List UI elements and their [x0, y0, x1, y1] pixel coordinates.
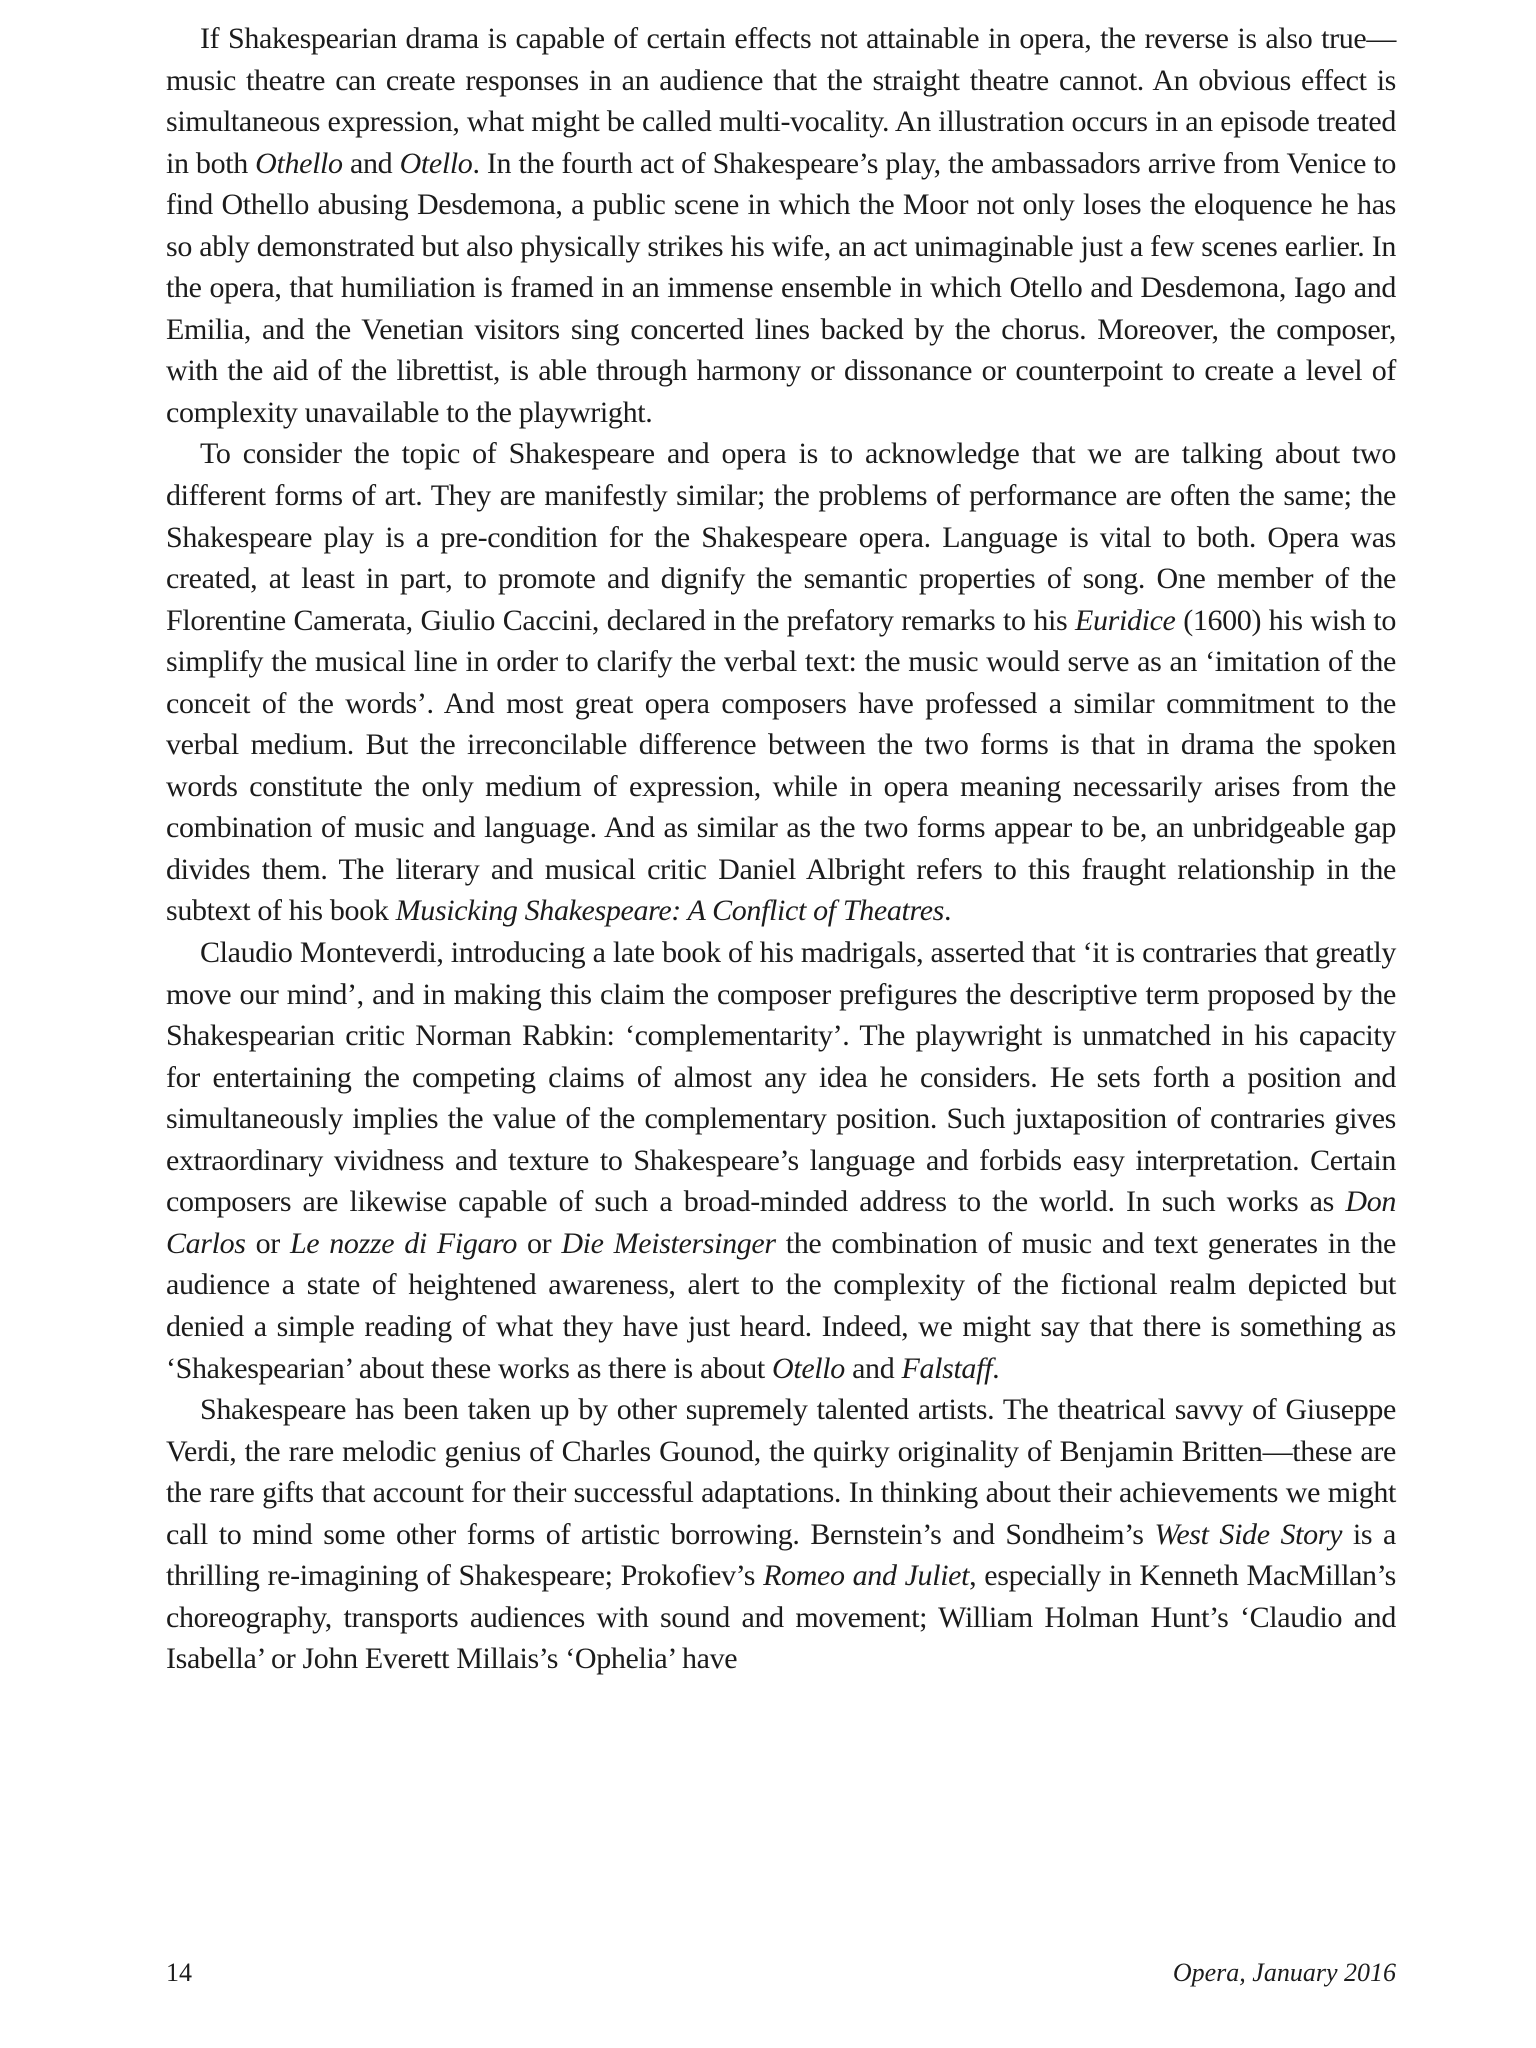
italic-title: Euridice: [1075, 603, 1176, 637]
page-number: 14: [166, 1958, 192, 1987]
italic-title: Othello: [255, 146, 343, 180]
text-run: is a thrilling re-imagining of Shakespeare; Prokofiev’s: [166, 1517, 1396, 1593]
text-run: If Shakespearian drama is capable of certain effects not attainable in opera, the reverse is also true—music theatre can create responses in an audience that the straight theatre cannot. An obvious effect is simultaneous expression, what might be called multi-vocality. An illustration occurs in an episode treated in both: [166, 22, 1396, 180]
text-run: Claudio Monteverdi, introducing a late book of his madrigals, asserted that ‘it is contraries that greatly move our mind’, and in making this claim the composer prefigures the descriptive term proposed by the Shakespearian critic Norman Rabkin: ‘complementarity’. The playwright is unmatched in his capacity for entertaining the competing claims of almost any idea he considers. He sets forth a position and simultaneously implies the value of the complementary position. Such juxtaposition of contraries gives extraordinary vividness and texture to Shakespeare’s language and forbids easy interpretation. Certain composers are likewise capable of such a broad-minded address to the world. In such works as: [166, 936, 1396, 1219]
text-run: or: [245, 1226, 290, 1260]
italic-title: Otello: [772, 1351, 845, 1385]
page-footer: [166, 1958, 1396, 1988]
italic-title: Die Meistersinger: [561, 1226, 776, 1260]
text-run: Shakespeare has been taken up by other supremely talented artists. The theatrical savvy of Giuseppe Verdi, the rare melodic genius of Charles Gounod, the quirky originality of Benjamin Britten—these are the rare gifts that account for their successful adaptations. In thinking about their achievements we might call to mind some other forms of artistic borrowing. Bernstein’s and Sondheim’s: [166, 1393, 1396, 1551]
text-run: and: [342, 146, 400, 180]
italic-title: Romeo and Juliet: [763, 1559, 970, 1593]
text-run: (1600) his wish to simplify the musical line in order to clarify the verbal text: the music would serve as an ‘imitation of the conceit of the words’. And most great opera composers have professed a similar commitment to the verbal medium. But the irreconcilable difference between the two forms is that in drama the spoken words constitute the only medium of expression, while in opera meaning necessarily arises from the combination of music and language. And as similar as the two forms appear to be, an unbridgeable gap divides them. The literary and musical critic Daniel Albright refers to this fraught relationship in the subtext of his book: [166, 603, 1396, 928]
text-run: or: [516, 1226, 562, 1260]
italic-title: Musicking Shakespeare: A Conflict of Theatres: [395, 894, 945, 928]
italic-title: West Side Story: [1154, 1517, 1343, 1551]
paragraph: [166, 932, 1396, 1389]
paragraph: [166, 433, 1396, 932]
paragraph: [166, 1389, 1396, 1680]
text-run: .: [944, 894, 952, 928]
italic-title: Falstaff: [901, 1351, 993, 1385]
text-run: the combination of music and text generates in the audience a state of heightened awareness, alert to the complexity of the fictional realm depicted but denied a simple reading of what they have just heard. Indeed, we might say that there is something as ‘Shakespearian’ about these works as there is about: [166, 1226, 1397, 1385]
text-run: , especially in Kenneth MacMillan’s choreography, transports audiences with sound and movement; William Holman Hunt’s ‘Claudio and Isabella’ or John Everett Millais’s ‘Ophelia’ have: [166, 1559, 1397, 1676]
journal-issue: Opera, January 2016: [1172, 1958, 1396, 1987]
text-run: and: [844, 1351, 902, 1385]
text-run: To consider the topic of Shakespeare and opera is to acknowledge that we are talking about two different forms of art. They are manifestly similar; the problems of performance are often the same; the Shakespeare play is a pre-condition for the Shakespeare opera. Language is vital to both. Opera was created, at least in part, to promote and dignify the semantic properties of song. One member of the Florentine Camerata, Giulio Caccini, declared in the prefatory remarks to his: [166, 437, 1396, 637]
italic-title: Otello: [399, 146, 473, 180]
italic-title: Le nozze di Figaro: [289, 1226, 517, 1260]
paragraph: [166, 18, 1396, 433]
italic-title: Don Carlos: [166, 1185, 1396, 1260]
text-run: .: [992, 1351, 1000, 1385]
text-run: . In the fourth act of Shakespeare’s play, the ambassadors arrive from Venice to find Othello abusing Desdemona, a public scene in which the Moor not only loses the eloquence he has so ably demonstrated but also physically strikes his wife, an act unimaginable just a few scenes earlier. In the opera, that humiliation is framed in an immense ensemble in which Otello and Desdemona, Iago and Emilia, and the Venetian visitors sing concerted lines backed by the chorus. Moreover, the composer, with the aid of the librettist, is able through harmony or dissonance or counterpoint to create a level of complexity unavailable to the playwright.: [166, 146, 1396, 429]
article-body: [166, 18, 1396, 1680]
